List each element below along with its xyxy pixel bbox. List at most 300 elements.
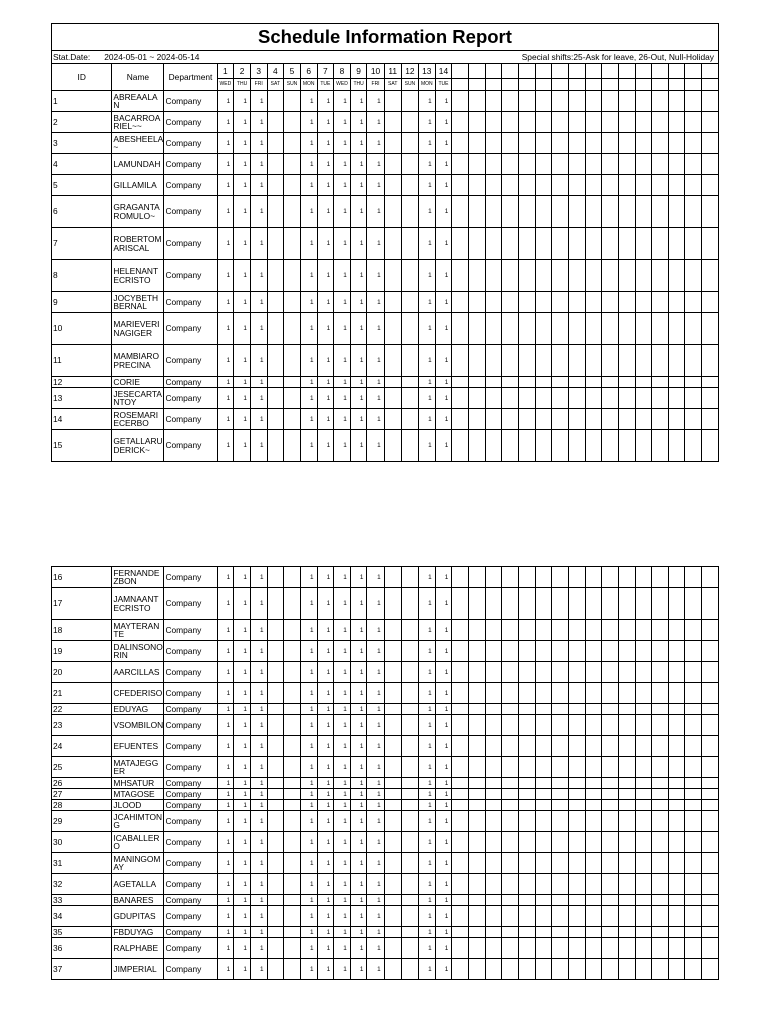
shift-cell: 1 (217, 800, 234, 811)
shift-cell (284, 736, 301, 757)
shift-cell: 1 (435, 112, 452, 133)
shift-cell: 1 (350, 683, 367, 704)
blank-cell (502, 683, 519, 704)
blank-cell (668, 175, 685, 196)
blank-cell (535, 874, 552, 895)
blank-cell (602, 662, 619, 683)
blank-cell (452, 704, 469, 715)
blank-header-cell (668, 79, 685, 91)
blank-cell (485, 959, 502, 980)
blank-cell (618, 789, 635, 800)
blank-cell (468, 292, 485, 313)
shift-cell: 1 (217, 133, 234, 154)
shift-cell: 1 (300, 154, 317, 175)
blank-cell (452, 260, 469, 292)
shift-cell: 1 (435, 715, 452, 736)
blank-cell (668, 736, 685, 757)
blank-header-cell (702, 64, 719, 79)
shift-cell (384, 853, 401, 874)
shift-cell: 1 (350, 91, 367, 112)
shift-cell: 1 (334, 683, 351, 704)
blank-cell (568, 683, 585, 704)
blank-cell (535, 641, 552, 662)
blank-cell (635, 811, 652, 832)
blank-cell (685, 811, 702, 832)
shift-cell (384, 662, 401, 683)
employee-name: MATAJEGGER (112, 757, 164, 778)
shift-cell (401, 789, 418, 800)
blank-cell (585, 641, 602, 662)
shift-cell: 1 (367, 345, 384, 377)
shift-cell: 1 (250, 345, 267, 377)
blank-cell (668, 811, 685, 832)
blank-cell (452, 388, 469, 409)
blank-cell (568, 430, 585, 462)
shift-cell: 1 (350, 874, 367, 895)
blank-cell (585, 154, 602, 175)
shift-cell: 1 (367, 388, 384, 409)
blank-cell (568, 662, 585, 683)
blank-cell (602, 715, 619, 736)
blank-cell (468, 588, 485, 620)
table-row (52, 430, 719, 462)
blank-cell (602, 736, 619, 757)
blank-cell (452, 112, 469, 133)
shift-cell: 1 (418, 800, 435, 811)
day-number-header: 1 (217, 64, 234, 79)
shift-cell (384, 683, 401, 704)
shift-cell (284, 620, 301, 641)
blank-cell (602, 91, 619, 112)
employee-name: ROBERTOMARISCAL (112, 228, 164, 260)
shift-cell: 1 (300, 567, 317, 588)
blank-cell (635, 196, 652, 228)
blank-cell (552, 853, 569, 874)
blank-cell (602, 196, 619, 228)
shift-cell: 1 (350, 895, 367, 906)
shift-cell (284, 112, 301, 133)
blank-cell (452, 959, 469, 980)
blank-cell (635, 938, 652, 959)
blank-cell (585, 811, 602, 832)
shift-cell: 1 (250, 641, 267, 662)
blank-cell (485, 938, 502, 959)
shift-cell (284, 641, 301, 662)
shift-cell: 1 (250, 430, 267, 462)
blank-cell (685, 292, 702, 313)
employee-department: Company (164, 620, 217, 641)
blank-cell (618, 260, 635, 292)
blank-cell (552, 567, 569, 588)
shift-cell: 1 (300, 811, 317, 832)
shift-cell: 1 (317, 430, 334, 462)
blank-cell (468, 800, 485, 811)
table-row (52, 409, 719, 430)
shift-cell: 1 (334, 800, 351, 811)
employee-id: 37 (52, 959, 112, 980)
shift-cell: 1 (234, 757, 251, 778)
blank-cell (602, 377, 619, 388)
blank-cell (502, 778, 519, 789)
shift-cell: 1 (217, 620, 234, 641)
blank-cell (452, 938, 469, 959)
blank-cell (668, 154, 685, 175)
shift-cell: 1 (317, 641, 334, 662)
blank-header-cell (518, 64, 535, 79)
blank-cell (535, 620, 552, 641)
shift-cell: 1 (217, 196, 234, 228)
shift-cell: 1 (217, 757, 234, 778)
shift-cell (267, 588, 284, 620)
blank-cell (602, 853, 619, 874)
table-row (52, 874, 719, 895)
blank-cell (518, 789, 535, 800)
shift-cell: 1 (250, 789, 267, 800)
shift-cell: 1 (300, 853, 317, 874)
blank-cell (652, 154, 669, 175)
shift-cell: 1 (234, 715, 251, 736)
shift-cell: 1 (367, 811, 384, 832)
shift-cell (267, 757, 284, 778)
shift-cell (284, 175, 301, 196)
blank-cell (635, 260, 652, 292)
day-number-header: 12 (401, 64, 418, 79)
shift-cell: 1 (350, 388, 367, 409)
blank-cell (685, 175, 702, 196)
blank-cell (685, 800, 702, 811)
employee-id: 30 (52, 832, 112, 853)
shift-cell: 1 (418, 388, 435, 409)
special-shifts-legend: Special shifts:25-Ask for leave, 26-Out, Null-Holiday (367, 51, 719, 64)
shift-cell: 1 (250, 133, 267, 154)
blank-cell (552, 757, 569, 778)
shift-cell: 1 (317, 409, 334, 430)
blank-cell (568, 832, 585, 853)
shift-cell: 1 (234, 313, 251, 345)
shift-cell (267, 91, 284, 112)
blank-cell (452, 292, 469, 313)
blank-cell (552, 112, 569, 133)
shift-cell: 1 (367, 959, 384, 980)
employee-name: JIMPERIAL (112, 959, 164, 980)
shift-cell: 1 (300, 662, 317, 683)
blank-cell (485, 641, 502, 662)
shift-cell (267, 832, 284, 853)
blank-cell (568, 345, 585, 377)
blank-cell (452, 683, 469, 704)
blank-header-cell (602, 64, 619, 79)
blank-cell (468, 715, 485, 736)
day-number-header: 10 (367, 64, 384, 79)
blank-cell (485, 112, 502, 133)
blank-cell (468, 778, 485, 789)
shift-cell (401, 133, 418, 154)
shift-cell: 1 (300, 228, 317, 260)
blank-cell (485, 811, 502, 832)
shift-cell: 1 (367, 778, 384, 789)
blank-cell (652, 175, 669, 196)
blank-cell (502, 874, 519, 895)
shift-cell (384, 112, 401, 133)
shift-cell: 1 (250, 938, 267, 959)
shift-cell (401, 800, 418, 811)
shift-cell: 1 (418, 938, 435, 959)
blank-cell (652, 567, 669, 588)
blank-cell (452, 196, 469, 228)
shift-cell: 1 (250, 91, 267, 112)
shift-cell: 1 (350, 196, 367, 228)
shift-cell: 1 (435, 789, 452, 800)
blank-cell (468, 789, 485, 800)
employee-id: 34 (52, 906, 112, 927)
employee-name: VSOMBILON (112, 715, 164, 736)
shift-cell (384, 704, 401, 715)
blank-cell (518, 811, 535, 832)
employee-department: Company (164, 704, 217, 715)
employee-id: 6 (52, 196, 112, 228)
table-row (52, 906, 719, 927)
shift-cell (401, 683, 418, 704)
blank-cell (618, 662, 635, 683)
blank-cell (468, 154, 485, 175)
blank-cell (485, 133, 502, 154)
blank-cell (518, 430, 535, 462)
blank-cell (485, 91, 502, 112)
employee-name: GDUPITAS (112, 906, 164, 927)
blank-cell (685, 228, 702, 260)
blank-cell (485, 588, 502, 620)
blank-cell (618, 567, 635, 588)
shift-cell: 1 (367, 757, 384, 778)
employee-id: 17 (52, 588, 112, 620)
day-number-header: 5 (284, 64, 301, 79)
blank-cell (652, 757, 669, 778)
blank-cell (668, 641, 685, 662)
shift-cell (267, 345, 284, 377)
blank-cell (585, 800, 602, 811)
blank-cell (685, 874, 702, 895)
shift-cell: 1 (367, 704, 384, 715)
blank-cell (485, 906, 502, 927)
shift-cell (284, 228, 301, 260)
blank-cell (518, 196, 535, 228)
shift-cell (384, 154, 401, 175)
blank-cell (685, 112, 702, 133)
blank-cell (685, 641, 702, 662)
shift-cell (284, 683, 301, 704)
shift-cell (267, 567, 284, 588)
shift-cell: 1 (350, 409, 367, 430)
blank-cell (702, 906, 719, 927)
shift-cell: 1 (435, 313, 452, 345)
blank-header-cell (468, 79, 485, 91)
blank-header-cell (552, 79, 569, 91)
blank-cell (502, 662, 519, 683)
shift-cell (284, 757, 301, 778)
blank-cell (652, 620, 669, 641)
shift-cell: 1 (418, 588, 435, 620)
weekday-header: WED (334, 79, 351, 91)
day-number-header: 13 (418, 64, 435, 79)
blank-cell (585, 853, 602, 874)
blank-cell (468, 313, 485, 345)
employee-department: Company (164, 388, 217, 409)
blank-cell (702, 620, 719, 641)
blank-cell (585, 196, 602, 228)
shift-cell (401, 832, 418, 853)
blank-cell (568, 736, 585, 757)
employee-name: MAMBIAROPRECINA (112, 345, 164, 377)
blank-header-cell (485, 79, 502, 91)
blank-cell (468, 662, 485, 683)
blank-cell (635, 620, 652, 641)
blank-cell (468, 683, 485, 704)
blank-cell (602, 927, 619, 938)
blank-header-cell (452, 64, 469, 79)
shift-cell (284, 906, 301, 927)
shift-cell: 1 (367, 895, 384, 906)
employee-name: MAYTERANTE (112, 620, 164, 641)
blank-cell (452, 154, 469, 175)
blank-cell (685, 409, 702, 430)
blank-cell (602, 789, 619, 800)
shift-cell (384, 175, 401, 196)
blank-cell (602, 175, 619, 196)
blank-cell (618, 800, 635, 811)
blank-cell (518, 853, 535, 874)
blank-header-cell (618, 64, 635, 79)
blank-cell (518, 704, 535, 715)
shift-cell: 1 (250, 228, 267, 260)
table-row (52, 228, 719, 260)
blank-cell (502, 228, 519, 260)
shift-cell: 1 (217, 938, 234, 959)
blank-cell (652, 811, 669, 832)
shift-cell: 1 (435, 778, 452, 789)
shift-cell: 1 (300, 292, 317, 313)
blank-cell (652, 313, 669, 345)
blank-cell (502, 91, 519, 112)
shift-cell (384, 938, 401, 959)
day-number-header: 11 (384, 64, 401, 79)
shift-cell (267, 874, 284, 895)
shift-cell: 1 (234, 588, 251, 620)
blank-cell (452, 133, 469, 154)
employee-department: Company (164, 938, 217, 959)
shift-cell (401, 345, 418, 377)
shift-cell: 1 (234, 906, 251, 927)
shift-cell: 1 (250, 927, 267, 938)
employee-name: EFUENTES (112, 736, 164, 757)
blank-cell (568, 112, 585, 133)
blank-cell (568, 906, 585, 927)
shift-cell: 1 (418, 662, 435, 683)
shift-cell (284, 260, 301, 292)
shift-cell (384, 313, 401, 345)
blank-cell (618, 313, 635, 345)
shift-cell: 1 (250, 112, 267, 133)
employee-name: JAMNAANTECRISTO (112, 588, 164, 620)
weekday-header: FRI (250, 79, 267, 91)
shift-cell: 1 (435, 91, 452, 112)
blank-cell (685, 789, 702, 800)
blank-cell (635, 927, 652, 938)
shift-cell: 1 (435, 260, 452, 292)
shift-cell: 1 (435, 906, 452, 927)
blank-cell (452, 895, 469, 906)
table-row (52, 789, 719, 800)
blank-cell (502, 196, 519, 228)
employee-id: 27 (52, 789, 112, 800)
blank-cell (668, 959, 685, 980)
employee-id: 7 (52, 228, 112, 260)
shift-cell: 1 (217, 683, 234, 704)
employee-id: 31 (52, 853, 112, 874)
blank-cell (502, 133, 519, 154)
blank-cell (685, 620, 702, 641)
blank-cell (518, 832, 535, 853)
blank-cell (585, 927, 602, 938)
blank-cell (535, 91, 552, 112)
shift-cell: 1 (300, 789, 317, 800)
employee-name: MHSATUR (112, 778, 164, 789)
blank-cell (668, 313, 685, 345)
weekday-header: MON (300, 79, 317, 91)
shift-cell: 1 (317, 175, 334, 196)
shift-cell (384, 260, 401, 292)
day-number-header: 9 (350, 64, 367, 79)
blank-cell (635, 800, 652, 811)
blank-cell (552, 715, 569, 736)
blank-cell (652, 874, 669, 895)
blank-cell (668, 112, 685, 133)
blank-cell (602, 588, 619, 620)
blank-cell (568, 620, 585, 641)
blank-cell (485, 832, 502, 853)
employee-department: Company (164, 345, 217, 377)
shift-cell: 1 (334, 409, 351, 430)
shift-cell: 1 (367, 683, 384, 704)
blank-cell (668, 832, 685, 853)
shift-cell: 1 (217, 811, 234, 832)
blank-cell (502, 853, 519, 874)
shift-cell: 1 (250, 662, 267, 683)
table-row (52, 641, 719, 662)
blank-header-cell (585, 79, 602, 91)
blank-cell (452, 757, 469, 778)
blank-cell (635, 895, 652, 906)
blank-header-cell (602, 79, 619, 91)
shift-cell: 1 (435, 567, 452, 588)
shift-cell (267, 112, 284, 133)
blank-header-cell (518, 79, 535, 91)
employee-name: LAMUNDAH (112, 154, 164, 175)
blank-cell (568, 704, 585, 715)
shift-cell: 1 (317, 715, 334, 736)
shift-cell: 1 (217, 228, 234, 260)
table-row (52, 313, 719, 345)
blank-cell (502, 895, 519, 906)
shift-cell: 1 (418, 112, 435, 133)
blank-cell (552, 91, 569, 112)
shift-cell: 1 (334, 154, 351, 175)
blank-cell (452, 736, 469, 757)
blank-header-cell (618, 79, 635, 91)
shift-cell: 1 (435, 641, 452, 662)
table-row (52, 196, 719, 228)
shift-cell (267, 260, 284, 292)
shift-cell (401, 853, 418, 874)
